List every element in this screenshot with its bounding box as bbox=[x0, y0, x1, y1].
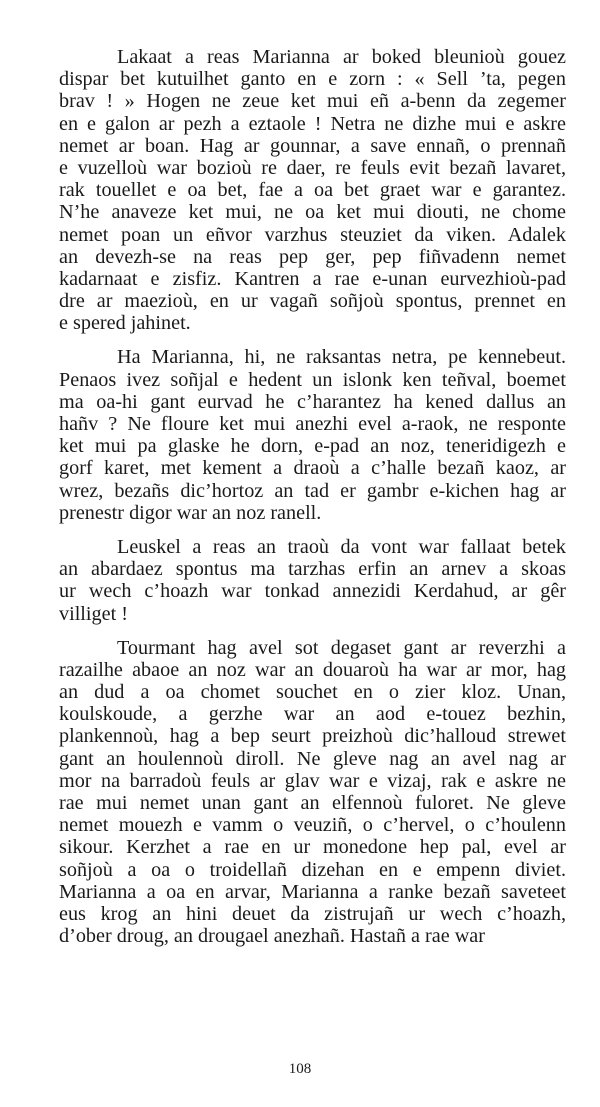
text-line: villiget ! bbox=[59, 602, 128, 625]
text-line: gant an houlennoù diroll. Ne gleve nag an avel nag ar bbox=[59, 747, 566, 770]
text-line: nemet poan un eñvor varzhus steuziet da viken. Adalek bbox=[59, 223, 566, 246]
text-line: dre ar maezioù, en ur vagañ soñjoù spontus, prennet en bbox=[59, 290, 566, 313]
text-line: mor na barradoù feuls ar glav war e vizaj, rak e askre ne bbox=[59, 769, 566, 792]
paragraph bbox=[59, 637, 566, 948]
text-line: kadarnaat e zisfiz. Kantren a rae e-unan eurvezhioù-pad bbox=[59, 267, 566, 290]
text-line: gorf karet, met kement a draoù a c’halle bezañ kaoz, ar bbox=[59, 457, 566, 480]
text-line: ur wech c’hoazh war tonkad annezidi Kerdahud, ar gêr bbox=[59, 580, 566, 603]
text-line: ma oa-hi gant eurvad he c’harantez ha kened dallus an bbox=[59, 390, 566, 413]
text-line: ket mui pa glaske he dorn, e-pad an noz, teneridigezh e bbox=[59, 435, 566, 458]
text-line: wrez, bezañs dic’hortoz an tad er gambr e-kichen hag ar bbox=[59, 479, 566, 502]
text-line: e spered jahinet. bbox=[59, 312, 191, 335]
text-line: nemet ar boan. Hag ar gounnar, a save ennañ, o prennañ bbox=[59, 134, 566, 157]
text-line: Leuskel a reas an traoù da vont war fallaat betek bbox=[117, 535, 566, 558]
text-line: sikour. Kerzhet a rae en ur monedone hep pal, evel ar bbox=[59, 836, 566, 859]
text-line: Ha Marianna, hi, ne raksantas netra, pe kennebeut. bbox=[117, 346, 566, 369]
text-line: dispar bet kutuilhet ganto en e zorn : « Sell ’ta, pegen bbox=[59, 68, 566, 91]
text-body bbox=[59, 46, 566, 947]
text-line: soñjoù a oa o troidellañ dizehan en e empenn diviet. bbox=[59, 858, 566, 881]
text-line: razailhe abaoe an noz war an douaroù ha war ar mor, hag bbox=[59, 658, 566, 681]
text-line: nemet mouezh e vamm o veuziñ, o c’hervel, o c’houlenn bbox=[59, 814, 566, 837]
text-line: Penaos ivez soñjal e hedent un islonk ken teñval, boemet bbox=[59, 368, 566, 391]
page-number: 108 bbox=[288, 1061, 312, 1077]
paragraph bbox=[59, 346, 566, 524]
text-line: rak touellet e oa bet, fae a oa bet graet war e garantez. bbox=[59, 179, 566, 202]
text-line: koulskoude, a gerzhe war an aod e-touez bezhin, bbox=[59, 703, 566, 726]
text-line: Tourmant hag avel sot degaset gant ar reverzhi a bbox=[117, 636, 566, 659]
text-line: e vuzelloù war bozioù re daer, re feuls evit bezañ lavaret, bbox=[59, 156, 566, 179]
text-line: prenestr digor war an noz ranell. bbox=[59, 501, 322, 524]
text-line: brav ! » Hogen ne zeue ket mui eñ a-benn da zegemer bbox=[59, 90, 566, 113]
text-line: Lakaat a reas Marianna ar boked bleunioù gouez bbox=[117, 46, 566, 68]
text-line: N’he anaveze ket mui, ne oa ket mui diouti, ne chome bbox=[59, 201, 566, 224]
text-line: hañv ? Ne floure ket mui anezhi evel a-raok, ne responte bbox=[59, 413, 566, 435]
paragraph bbox=[59, 46, 566, 334]
paragraph bbox=[59, 536, 566, 625]
text-line: rae mui nemet unan gant an elfennoù fuloret. Ne gleve bbox=[59, 792, 566, 814]
text-line: plankennoù, hag a bep seurt preizhoù dic’halloud strewet bbox=[59, 725, 566, 748]
text-line: eus krog an hini deuet da zistrujañ ur wech c’hoazh, bbox=[59, 902, 566, 925]
text-line: an abardaez spontus ma tarzhas erfin an arnev a skoas bbox=[59, 558, 566, 581]
text-line: d’ober droug, an drougael anezhañ. Hastañ a rae war bbox=[59, 925, 485, 948]
text-line: Marianna a oa en arvar, Marianna a ranke bezañ saveteet bbox=[59, 880, 566, 903]
text-line: en e galon ar pezh a eztaole ! Netra ne dizhe mui e askre bbox=[59, 112, 566, 135]
text-line: an devezh-se na reas pep ger, pep fiñvadenn nemet bbox=[59, 245, 566, 268]
text-line: an dud a oa chomet souchet en o zier kloz. Unan, bbox=[59, 681, 566, 704]
